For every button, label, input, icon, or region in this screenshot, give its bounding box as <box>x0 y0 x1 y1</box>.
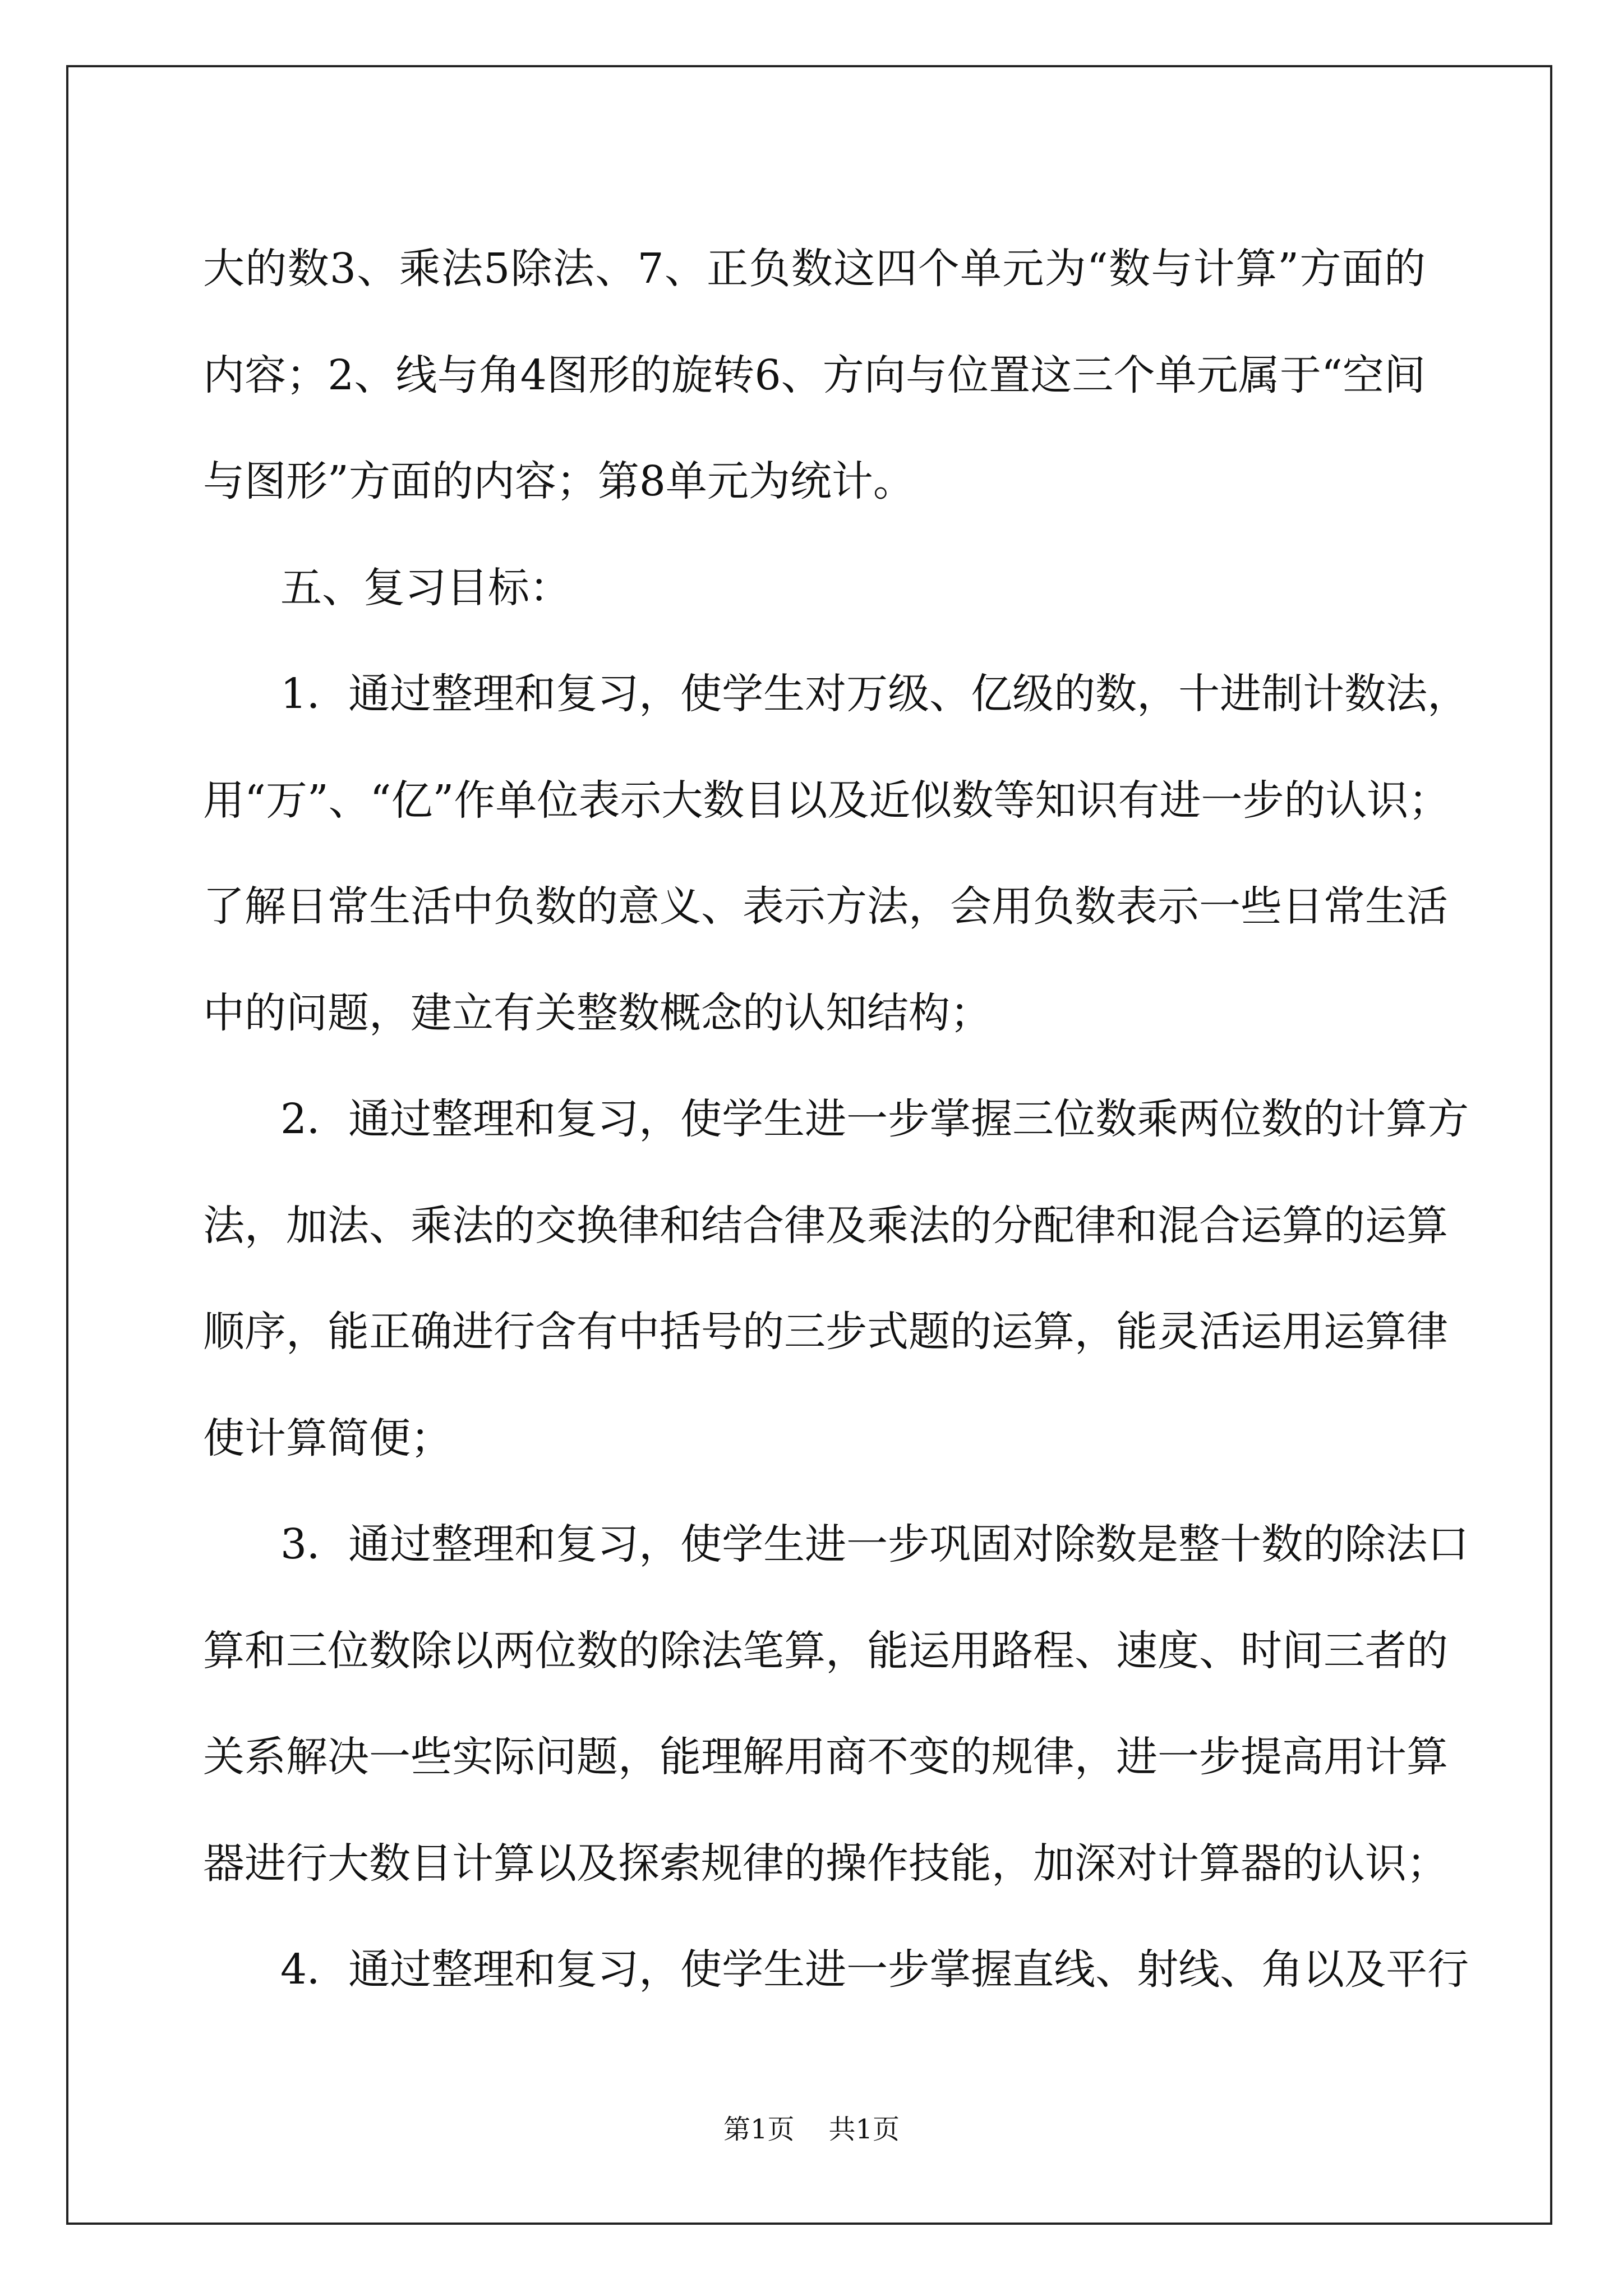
document-body <box>203 216 1469 2023</box>
text-line: 中的问题，建立有关整数概念的认知结构； <box>203 988 992 1037</box>
text-line: 法，加法、乘法的交换律和结合律及乘法的分配律和混合运算的运算 <box>203 1201 1448 1250</box>
text-line: 4．通过整理和复习，使学生进一步掌握直线、射线、角以及平行 <box>280 1945 1469 1994</box>
text-line: 器进行大数目计算以及探索规律的操作技能，加深对计算器的认识； <box>203 1839 1448 1888</box>
text-line: 算和三位数除以两位数的除法笔算，能运用路程、速度、时间三者的 <box>203 1626 1448 1675</box>
text-line: 了解日常生活中负数的意义、表示方法，会用负数表示一些日常生活 <box>203 882 1448 931</box>
text-line: 大的数3、乘法5除法、7、正负数这四个单元为“数与计算”方面的 <box>203 245 1426 293</box>
text-line: 用“万”、“亿”作单位表示大数目以及近似数等知识有进一步的认识； <box>203 776 1450 825</box>
text-line: 顺序，能正确进行含有中括号的三步式题的运算，能灵活运用运算律 <box>203 1308 1448 1356</box>
text-line: 1．通过整理和复习，使学生对万级、亿级的数，十进制计数法， <box>280 670 1469 718</box>
section-heading: 五、复习目标： <box>280 563 571 612</box>
text-line: 3．通过整理和复习，使学生进一步巩固对除数是整十数的除法口 <box>280 1520 1469 1568</box>
text-line: 与图形”方面的内容；第8单元为统计。 <box>203 457 915 505</box>
text-line: 2．通过整理和复习，使学生进一步掌握三位数乘两位数的计算方 <box>280 1095 1469 1143</box>
page-number: 第1页 <box>723 2114 795 2145</box>
text-line: 关系解决一些实际问题，能理解用商不变的规律，进一步提高用计算 <box>203 1733 1448 1781</box>
text-line: 使计算简便； <box>203 1414 452 1462</box>
page-total: 共1页 <box>828 2114 900 2145</box>
page-footer <box>0 2113 1623 2146</box>
text-line: 内容；2、线与角4图形的旋转6、方向与位置这三个单元属于“空间 <box>203 351 1426 399</box>
